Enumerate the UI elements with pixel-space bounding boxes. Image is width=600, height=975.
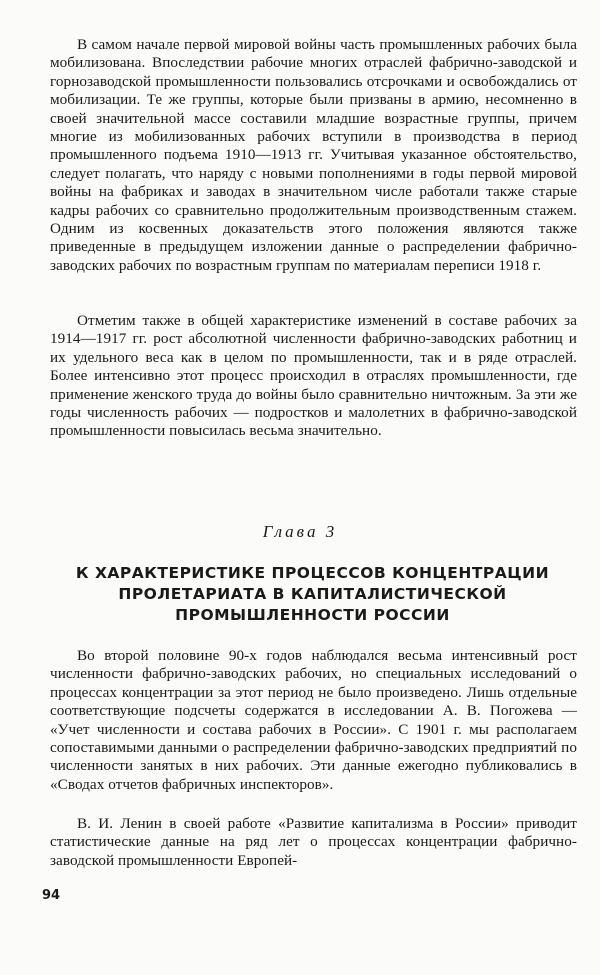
paragraph-nineties-growth: Во второй половине 90-х годов наблюдался весьма интенсивный рост численности фабрично-заводских рабочих, но специальных исследований о процессах концентрации за этот период не было произведено. Лишь отдельные соответствующие подсчеты содержатся в исследовании А. В. Погожева — «Учет численности и состава рабочих в России». С 1901 г. мы располагаем сопоставимыми данными о распределении фабрично-заводских предприятий по численности занятых в них рабочих. Эти данные ежегодно публиковались в «Сводах отчетов фабричных инспекторов».	[50, 647, 577, 793]
paragraph-mobilization: В самом начале первой мировой войны часть промышленных рабочих была мобилизована. Впоследствии рабочие многих отраслей фабрично-заводской и горнозаводской промышленности пользовались отсрочками и освобождались от мобилизации. Те же группы, которые были призваны в армию, несомненно в своей значительной массе составили младшие возрастные группы, причем многие из мобилизованных рабочих вступили в производства в период промышленного подъема 1910—1913 гг. Учитывая указанное обстоятельство, следует полагать, что наряду с новыми пополнениями в годы первой мировой войны на фабриках и заводах в значительном числе работали также старые кадры рабочих со сравнительно продолжительным производственным стажем. Одним из косвенных доказательств этого положения являются также приведенные в предыдущем изложении данные о распределении фабрично-заводских рабочих по возрастным группам по материалам переписи 1918 г.	[50, 36, 577, 274]
page-number: 94	[42, 888, 61, 903]
chapter-title-line: ПРОЛЕТАРИАТА В КАПИТАЛИСТИЧЕСКОЙ	[118, 585, 507, 603]
paragraph-female-labor: Отметим также в общей характеристике изменений в составе рабочих за 1914—1917 гг. рост абсолютной численности фабрично-заводских работниц и их удельного веса как в целом по промышленности, так и в ряде отраслей. Более интенсивно этот процесс происходил в отраслях промышленности, где применение женского труда до войны было сравнительно ничтожным. За эти же годы численность рабочих — подростков и малолетних в фабрично-заводской промышленности повысилась весьма значительно.	[50, 312, 577, 440]
paragraph-lenin-reference: В. И. Ленин в своей работе «Развитие капитализма в России» приводит статистические данные на ряд лет о процессах концентрации фабрично-заводской промышленности Европей-	[50, 815, 577, 869]
chapter-title-line: К ХАРАКТЕРИСТИКЕ ПРОЦЕССОВ КОНЦЕНТРАЦИИ	[75, 564, 550, 582]
chapter-label: Глава 3	[262, 522, 338, 541]
chapter-title	[40, 563, 585, 626]
chapter-title-line: ПРОМЫШЛЕННОСТИ РОССИИ	[175, 606, 450, 624]
